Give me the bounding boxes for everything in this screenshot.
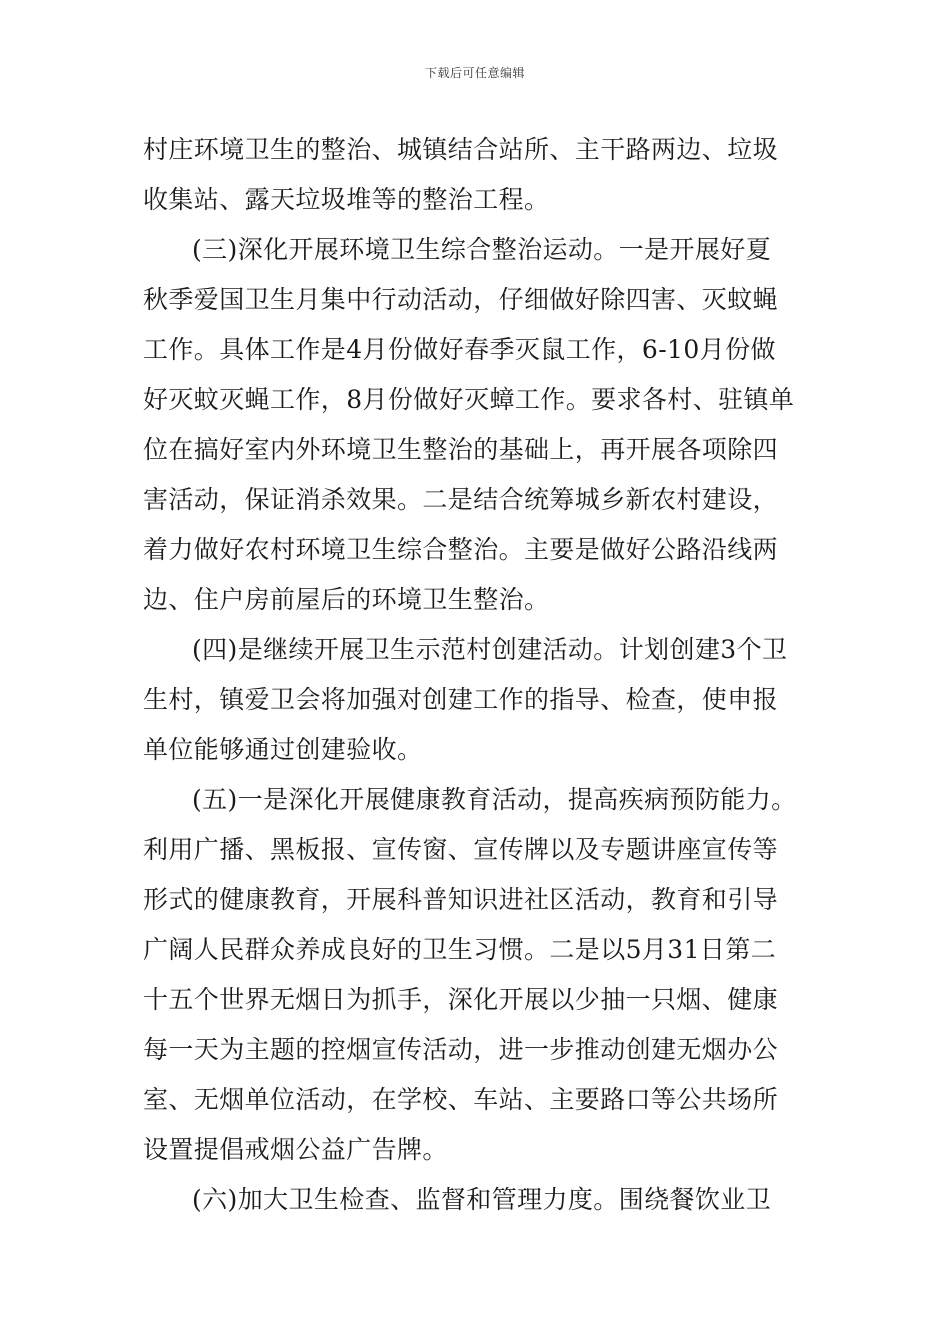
text-line: 室、无烟单位活动，在学校、车站、主要路口等公共场所 [143, 1085, 779, 1114]
paragraph-start-line: (三)深化开展环境卫生综合整治运动。一是开展好夏 [192, 235, 772, 264]
text-line: 设置提倡戒烟公益广告牌。 [143, 1135, 448, 1164]
paragraph-start-line: (五)一是深化开展健康教育活动，提高疾病预防能力。 [192, 785, 797, 814]
text-line: 村庄环境卫生的整治、城镇结合站所、主干路两边、垃圾 [143, 135, 779, 164]
text-line: 边、住户房前屋后的环境卫生整治。 [143, 585, 550, 614]
text-line: 着力做好农村环境卫生综合整治。主要是做好公路沿线两 [143, 535, 779, 564]
text-line: 形式的健康教育，开展科普知识进社区活动，教育和引导 [143, 885, 779, 914]
text-line: 每一天为主题的控烟宣传活动，进一步推动创建无烟办公 [143, 1035, 779, 1064]
text-line: 十五个世界无烟日为抓手，深化开展以少抽一只烟、健康 [143, 985, 779, 1014]
text-line: 收集站、露天垃圾堆等的整治工程。 [143, 185, 550, 214]
text-line: 好灭蚊灭蝇工作，8月份做好灭蟑工作。要求各村、驻镇单 [143, 385, 795, 414]
text-line: 秋季爱国卫生月集中行动活动，仔细做好除四害、灭蚊蝇 [143, 285, 779, 314]
text-line: 工作。具体工作是4月份做好春季灭鼠工作，6-10月份做 [143, 335, 776, 364]
text-line: 生村，镇爱卫会将加强对创建工作的指导、检查，使申报 [143, 685, 779, 714]
text-line: 害活动，保证消杀效果。二是结合统筹城乡新农村建设， [143, 485, 779, 514]
body-text [143, 125, 823, 1225]
paragraph-start-line: (六)加大卫生检查、监督和管理力度。围绕餐饮业卫 [192, 1185, 772, 1214]
text-line: 位在搞好室内外环境卫生整治的基础上，再开展各项除四 [143, 435, 779, 464]
paragraph-start-line: (四)是继续开展卫生示范村创建活动。计划创建3个卫 [192, 635, 788, 664]
text-line: 广阔人民群众养成良好的卫生习惯。二是以5月31日第二 [143, 935, 777, 964]
text-line: 单位能够通过创建验收。 [143, 735, 423, 764]
header-note: 下载后可任意编辑 [424, 66, 525, 80]
text-line: 利用广播、黑板报、宣传窗、宣传牌以及专题讲座宣传等 [143, 835, 779, 864]
